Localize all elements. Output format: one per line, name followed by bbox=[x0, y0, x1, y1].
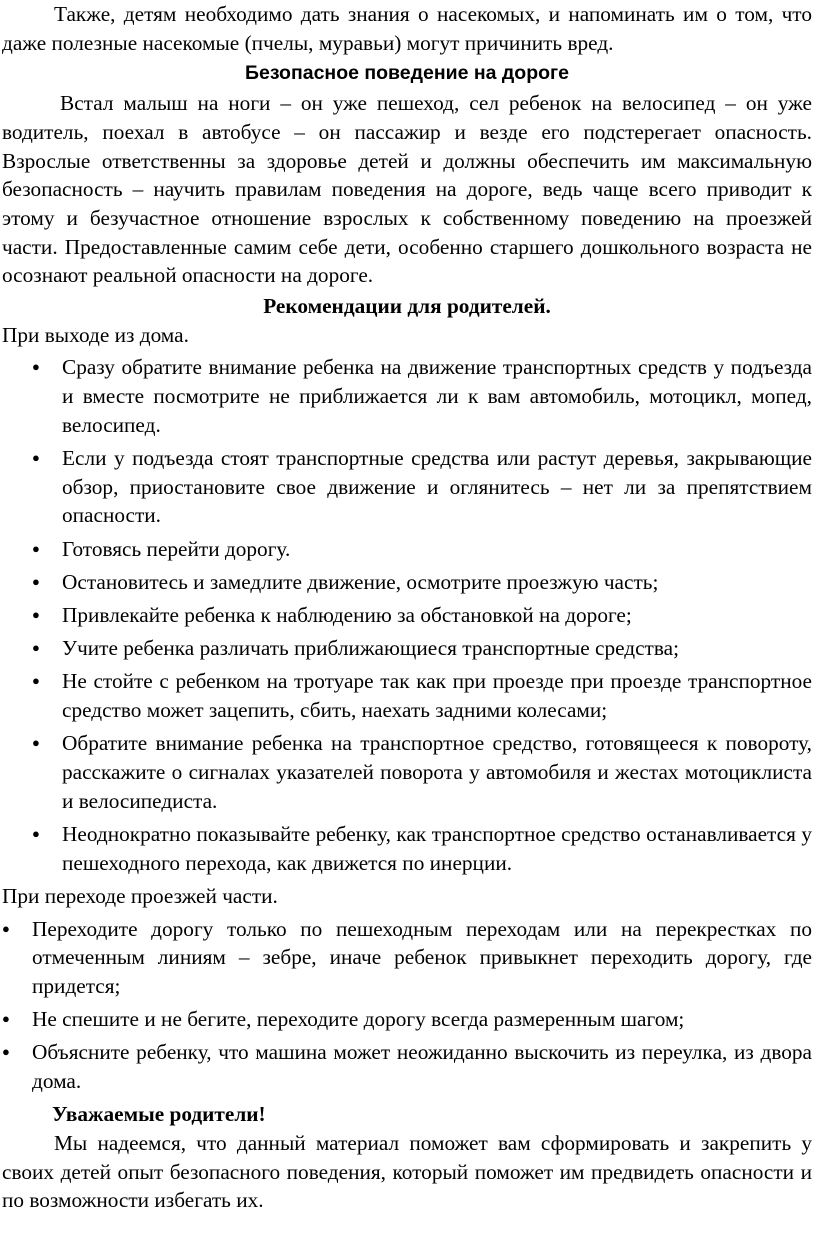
list-item-text: Неоднократно показывайте ребенку, как транспортное средство останавливается у пешеходного перехода, как движется по инерции. bbox=[62, 821, 812, 875]
list-item bbox=[2, 1005, 812, 1034]
list-item-text: Готовясь перейти дорогу. bbox=[62, 536, 291, 561]
closing-heading: Уважаемые родители! bbox=[52, 1102, 266, 1127]
list-item bbox=[2, 1038, 812, 1095]
bullet-icon: ● bbox=[32, 450, 40, 466]
leaving-home-list bbox=[2, 353, 812, 877]
list-item bbox=[2, 353, 812, 439]
list-item bbox=[2, 535, 812, 564]
list-item-text: Учите ребенка различать приближающиеся транспортные средства; bbox=[62, 636, 680, 661]
bullet-icon: ● bbox=[32, 359, 40, 375]
bullet-icon: ● bbox=[32, 607, 40, 623]
bullet-icon: ● bbox=[2, 1011, 10, 1027]
list-item-text: Привлекайте ребенка к наблюдению за обстановкой на дороге; bbox=[62, 603, 632, 628]
bullet-icon: ● bbox=[32, 573, 40, 589]
list-item bbox=[2, 444, 812, 530]
list-item-text: Сразу обратите внимание ребенка на движение транспортных средств у подъезда и вместе посмотрите не приближается ли к вам автомобиль, мотоцикл, мопед, велосипед. bbox=[62, 355, 812, 437]
list-item-text: Остановитесь и замедлите движение, осмотрите проезжую часть; bbox=[62, 569, 659, 594]
bullet-icon: ● bbox=[32, 735, 40, 751]
section-heading: Безопасное поведение на дороге bbox=[244, 62, 570, 85]
list-item bbox=[2, 568, 812, 597]
list-item-text: Переходите дорогу только по пешеходным переходам или на перекрестках по отмеченным линиям – зебре, иначе ребенок привыкнет переходить дорогу, где придется; bbox=[32, 916, 812, 998]
list-item-text: Объясните ребенку, что машина может неожиданно выскочить из переулка, из двора дома. bbox=[32, 1040, 812, 1094]
list-item-text: Если у подъезда стоят транспортные средства или растут деревья, закрывающие обзор, приостановите свое движение и оглянитесь – нет ли за препятствием опасности. bbox=[62, 446, 812, 528]
list-item bbox=[2, 820, 812, 877]
list-item-text: Обратите внимание ребенка на транспортное средство, готовящееся к повороту, расскажите о сигналах указателей поворота у автомобиля и жестах мотоциклиста и велосипедиста. bbox=[62, 731, 812, 813]
intro-paragraph: Также, детям необходимо дать знания о насекомых, и напоминать им о том, что даже полезные насекомые (пчелы, муравьи) могут причинить вред. bbox=[2, 2, 812, 55]
bullet-icon: ● bbox=[32, 825, 40, 841]
list-item bbox=[2, 915, 812, 1001]
bullet-icon: ● bbox=[32, 640, 40, 656]
bullet-icon: ● bbox=[2, 920, 10, 936]
crossing-label: При переходе проезжей части. bbox=[2, 883, 278, 908]
leaving-home-label: При выходе из дома. bbox=[2, 322, 189, 347]
section-paragraph: Встал малыш на ноги – он уже пешеход, сел ребенок на велосипед – он уже водитель, поехал в автобусе – он пассажир и везде его подстерегает опасность. Взрослые ответственны за здоровье детей и должны обеспечить им максимальную безопасность – научить правилам поведения на дороге, ведь чаще всего приводит к этому и безучастное отношение взрослых к собственному поведению на проезжей части. Предоставленные самим себе дети, особенно старшего дошкольного возраста не осознают реальной опасности на дороге. bbox=[2, 91, 812, 288]
list-item bbox=[2, 601, 812, 630]
crossing-list bbox=[2, 915, 812, 1096]
list-item-text: Не спешите и не бегите, переходите дорогу всегда размеренным шагом; bbox=[32, 1007, 685, 1032]
bullet-icon: ● bbox=[2, 1044, 10, 1060]
closing-paragraph: Мы надеемся, что данный материал поможет вам сформировать и закрепить у своих детей опыт безопасного поведения, который поможет им предвидеть опасности и по возможности избегать их. bbox=[2, 1131, 812, 1213]
list-item bbox=[2, 634, 812, 663]
bullet-icon: ● bbox=[32, 673, 40, 689]
list-item bbox=[2, 667, 812, 724]
bullet-icon: ● bbox=[32, 540, 40, 556]
recommendations-heading: Рекомендации для родителей. bbox=[263, 294, 551, 319]
list-item bbox=[2, 729, 812, 815]
list-item-text: Не стойте с ребенком на тротуаре так как при проезде при проезде транспортное средство может зацепить, сбить, наехать задними колесами; bbox=[62, 669, 812, 723]
